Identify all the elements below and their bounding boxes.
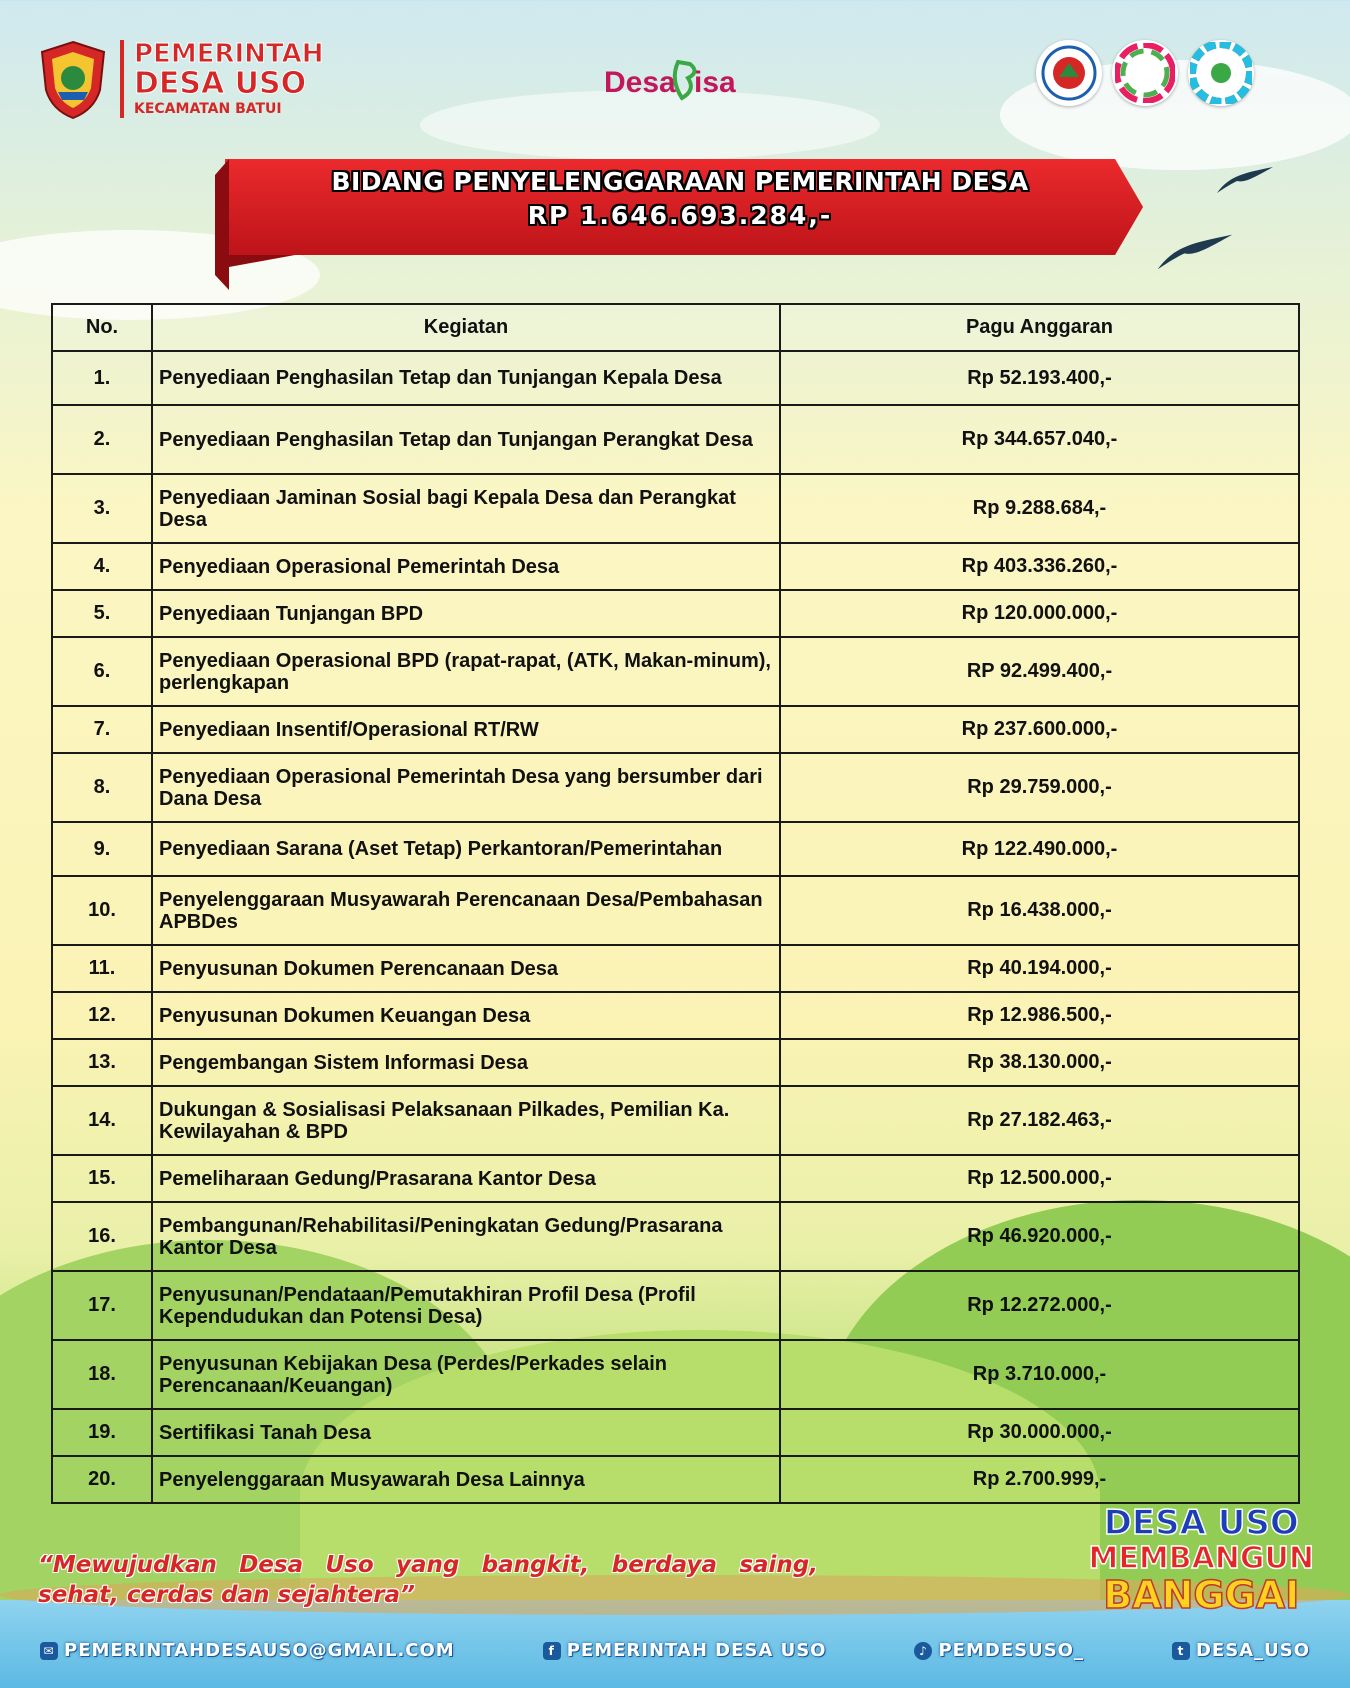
table-row bbox=[52, 1340, 1299, 1409]
row-amount: Rp 3.710.000,- bbox=[780, 1340, 1299, 1409]
desa-cerdas-logo-icon bbox=[1112, 40, 1178, 106]
facebook-icon: f bbox=[543, 1642, 561, 1660]
row-number: 16. bbox=[52, 1202, 152, 1271]
row-amount: Rp 52.193.400,- bbox=[780, 351, 1299, 405]
quote-line2: sehat, cerdas dan sejahtera” bbox=[38, 1582, 415, 1608]
row-number: 18. bbox=[52, 1340, 152, 1409]
row-amount: Rp 27.182.463,- bbox=[780, 1086, 1299, 1155]
row-activity: Pembangunan/Rehabilitasi/Peningkatan Gedung/Prasarana Kantor Desa bbox=[152, 1202, 780, 1271]
row-activity: Pengembangan Sistem Informasi Desa bbox=[152, 1039, 780, 1086]
contact-tiktok-text: PEMDESUSO_ bbox=[938, 1640, 1084, 1661]
row-activity: Penyediaan Penghasilan Tetap dan Tunjangan Perangkat Desa bbox=[152, 405, 780, 474]
gov-title-line1: PEMERINTAH bbox=[134, 39, 324, 69]
row-amount: Rp 16.438.000,- bbox=[780, 876, 1299, 945]
desabisa-logo bbox=[600, 50, 750, 110]
row-number: 14. bbox=[52, 1086, 152, 1155]
row-activity: Penyediaan Sarana (Aset Tetap) Perkantoran/Pemerintahan bbox=[152, 822, 780, 876]
banner-total-amount: RP 1.646.693.284,- bbox=[527, 201, 833, 230]
table-row bbox=[52, 351, 1299, 405]
twitter-icon: t bbox=[1172, 1642, 1190, 1660]
row-amount: Rp 46.920.000,- bbox=[780, 1202, 1299, 1271]
table-row bbox=[52, 1202, 1299, 1271]
banner-title: BIDANG PENYELENGGARAAN PEMERINTAH DESA bbox=[331, 167, 1029, 196]
table-row bbox=[52, 405, 1299, 474]
svg-text:Desa: Desa bbox=[604, 66, 676, 99]
row-amount: Rp 40.194.000,- bbox=[780, 945, 1299, 992]
contact-twitter-text: DESA_USO bbox=[1195, 1640, 1310, 1661]
table-row bbox=[52, 590, 1299, 637]
partner-logos bbox=[1036, 40, 1254, 106]
table-row bbox=[52, 992, 1299, 1039]
bird-icon bbox=[1215, 165, 1275, 195]
row-activity: Penyelenggaraan Musyawarah Desa Lainnya bbox=[152, 1456, 780, 1503]
row-activity: Penyediaan Penghasilan Tetap dan Tunjangan Kepala Desa bbox=[152, 351, 780, 405]
row-number: 3. bbox=[52, 474, 152, 543]
contact-facebook-text: PEMERINTAH DESA USO bbox=[566, 1640, 827, 1661]
table-row bbox=[52, 822, 1299, 876]
contact-twitter[interactable] bbox=[1172, 1640, 1310, 1661]
row-activity: Penyelenggaraan Musyawarah Perencanaan Desa/Pembahasan APBDes bbox=[152, 876, 780, 945]
contact-bar bbox=[40, 1640, 1310, 1661]
table-row bbox=[52, 1155, 1299, 1202]
table-row bbox=[52, 945, 1299, 992]
row-activity: Penyediaan Operasional BPD (rapat-rapat, (ATK, Makan-minum), perlengkapan bbox=[152, 637, 780, 706]
row-activity: Penyusunan Kebijakan Desa (Perdes/Perkades selain Perencanaan/Keuangan) bbox=[152, 1340, 780, 1409]
row-activity: Penyusunan Dokumen Perencanaan Desa bbox=[152, 945, 780, 992]
table-row bbox=[52, 753, 1299, 822]
row-number: 1. bbox=[52, 351, 152, 405]
contact-email[interactable] bbox=[40, 1640, 455, 1661]
row-activity: Penyusunan Dokumen Keuangan Desa bbox=[152, 992, 780, 1039]
row-activity: Penyediaan Operasional Pemerintah Desa bbox=[152, 543, 780, 590]
sdgs-wheel-icon bbox=[1188, 40, 1254, 106]
row-number: 6. bbox=[52, 637, 152, 706]
slogan-line2: MEMBANGUN bbox=[1088, 1541, 1314, 1576]
row-number: 9. bbox=[52, 822, 152, 876]
row-number: 2. bbox=[52, 405, 152, 474]
header-budget: Pagu Anggaran bbox=[780, 304, 1299, 351]
contact-email-text: PEMERINTAHDESAUSO@GMAIL.COM bbox=[64, 1640, 455, 1661]
tiktok-icon: ♪ bbox=[914, 1642, 932, 1660]
row-activity: Pemeliharaan Gedung/Prasarana Kantor Desa bbox=[152, 1155, 780, 1202]
village-crest-icon bbox=[38, 40, 108, 120]
row-number: 11. bbox=[52, 945, 152, 992]
row-number: 7. bbox=[52, 706, 152, 753]
slogan-line1: DESA USO bbox=[1103, 1503, 1299, 1543]
row-amount: Rp 237.600.000,- bbox=[780, 706, 1299, 753]
contact-tiktok[interactable] bbox=[914, 1640, 1083, 1661]
table-row bbox=[52, 1409, 1299, 1456]
row-amount: Rp 29.759.000,- bbox=[780, 753, 1299, 822]
table-header-row bbox=[52, 304, 1299, 351]
table-row bbox=[52, 706, 1299, 753]
row-activity: Penyusunan/Pendataan/Pemutakhiran Profil Desa (Profil Kependudukan dan Potensi Desa) bbox=[152, 1271, 780, 1340]
row-amount: Rp 2.700.999,- bbox=[780, 1456, 1299, 1503]
table-row bbox=[52, 543, 1299, 590]
table-row bbox=[52, 1271, 1299, 1340]
row-activity: Dukungan & Sosialisasi Pelaksanaan Pilkades, Pemilian Ka. Kewilayahan & BPD bbox=[152, 1086, 780, 1155]
gov-title-line2: DESA USO bbox=[134, 66, 307, 101]
row-number: 12. bbox=[52, 992, 152, 1039]
table-row bbox=[52, 1039, 1299, 1086]
svg-text:isa: isa bbox=[694, 66, 736, 99]
ministry-seal-icon bbox=[1036, 40, 1102, 106]
header-no: No. bbox=[52, 304, 152, 351]
row-amount: Rp 12.500.000,- bbox=[780, 1155, 1299, 1202]
row-activity: Penyediaan Operasional Pemerintah Desa yang bersumber dari Dana Desa bbox=[152, 753, 780, 822]
table-row bbox=[52, 1456, 1299, 1503]
row-amount: Rp 12.986.500,- bbox=[780, 992, 1299, 1039]
government-title bbox=[120, 40, 324, 118]
bird-icon bbox=[1155, 222, 1235, 282]
row-amount: Rp 120.000.000,- bbox=[780, 590, 1299, 637]
row-amount: Rp 30.000.000,- bbox=[780, 1409, 1299, 1456]
table-row bbox=[52, 637, 1299, 706]
row-amount: Rp 38.130.000,- bbox=[780, 1039, 1299, 1086]
row-amount: Rp 344.657.040,- bbox=[780, 405, 1299, 474]
row-number: 15. bbox=[52, 1155, 152, 1202]
contact-facebook[interactable] bbox=[543, 1640, 827, 1661]
row-amount: RP 92.499.400,- bbox=[780, 637, 1299, 706]
slogan-line3: BANGGAI bbox=[1103, 1573, 1300, 1617]
row-number: 8. bbox=[52, 753, 152, 822]
row-activity: Sertifikasi Tanah Desa bbox=[152, 1409, 780, 1456]
row-number: 17. bbox=[52, 1271, 152, 1340]
row-amount: Rp 403.336.260,- bbox=[780, 543, 1299, 590]
row-amount: Rp 12.272.000,- bbox=[780, 1271, 1299, 1340]
quote-line1: “Mewujudkan Desa Uso yang bangkit, berdaya saing, bbox=[38, 1552, 818, 1578]
row-number: 19. bbox=[52, 1409, 152, 1456]
email-icon: ✉ bbox=[40, 1642, 58, 1660]
header-activity: Kegiatan bbox=[152, 304, 780, 351]
vision-quote bbox=[38, 1550, 818, 1610]
banner-text bbox=[270, 165, 1090, 233]
row-number: 20. bbox=[52, 1456, 152, 1503]
gov-title-line3: KECAMATAN BATUI bbox=[134, 101, 282, 117]
row-amount: Rp 122.490.000,- bbox=[780, 822, 1299, 876]
row-activity: Penyediaan Tunjangan BPD bbox=[152, 590, 780, 637]
row-activity: Penyediaan Insentif/Operasional RT/RW bbox=[152, 706, 780, 753]
row-number: 13. bbox=[52, 1039, 152, 1086]
row-number: 4. bbox=[52, 543, 152, 590]
table-row bbox=[52, 1086, 1299, 1155]
table-row bbox=[52, 876, 1299, 945]
row-number: 5. bbox=[52, 590, 152, 637]
budget-table bbox=[51, 303, 1300, 1504]
row-amount: Rp 9.288.684,- bbox=[780, 474, 1299, 543]
slogan-logo bbox=[1088, 1503, 1314, 1617]
row-number: 10. bbox=[52, 876, 152, 945]
row-activity: Penyediaan Jaminan Sosial bagi Kepala Desa dan Perangkat Desa bbox=[152, 474, 780, 543]
table-row bbox=[52, 474, 1299, 543]
